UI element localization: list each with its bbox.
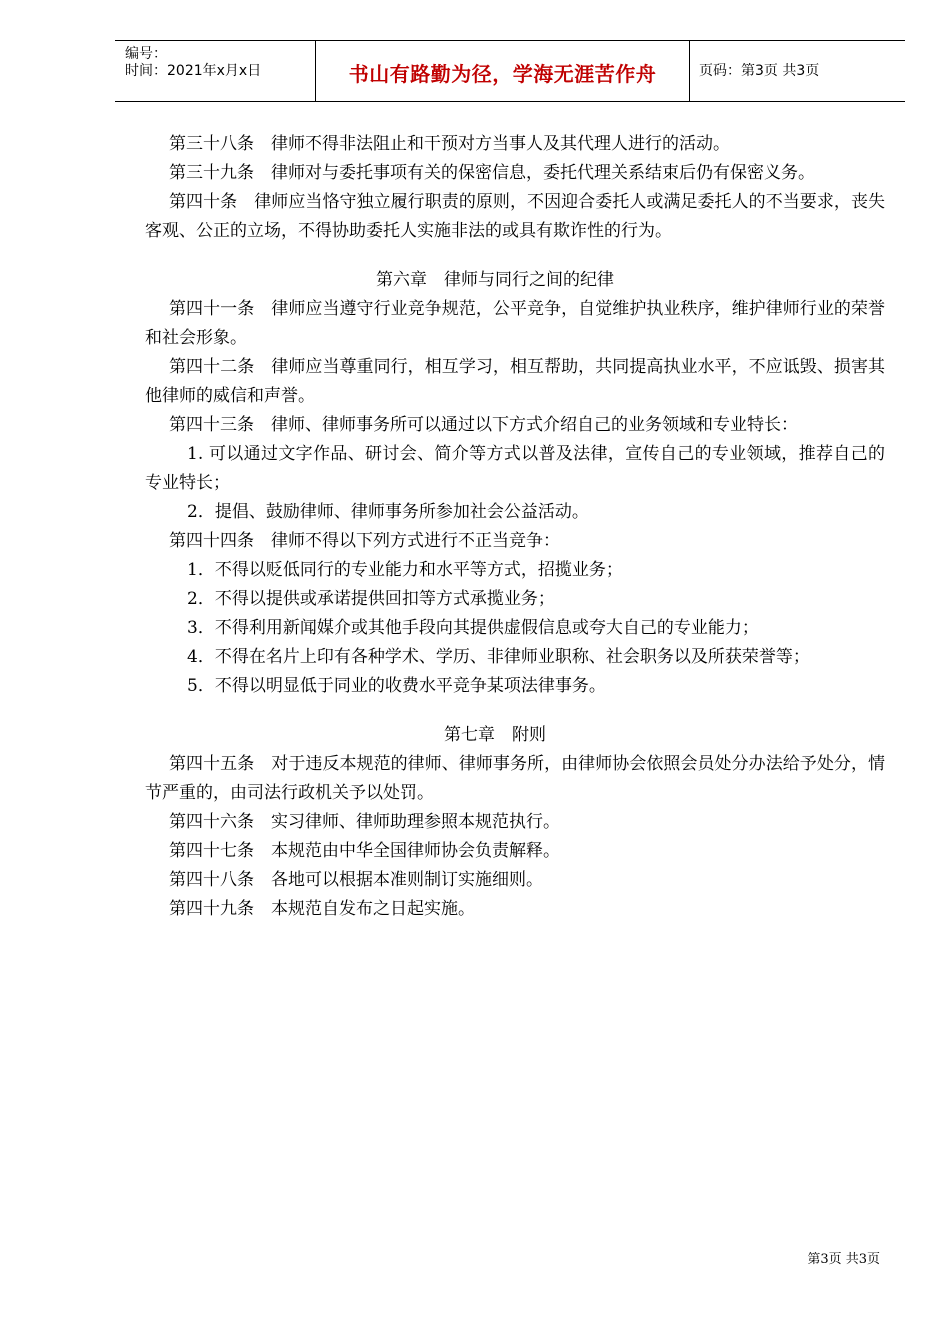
document-body	[145, 130, 885, 924]
article-40: 第四十条 律师应当恪守独立履行职责的原则，不因迎合委托人或满足委托人的不当要求，丧失客观、公正的立场，不得协助委托人实施非法的或具有欺诈性的行为。	[145, 192, 885, 241]
header-motto-cell	[316, 41, 690, 101]
article-44-item-4: 4．不得在名片上印有各种学术、学历、非律师业职称、社会职务以及所获荣誉等；	[187, 647, 810, 667]
article-43: 第四十三条 律师、律师事务所可以通过以下方式介绍自己的业务领域和专业特长：	[169, 415, 798, 435]
header-motto: 书山有路勤为径，学海无涯苦作舟	[348, 62, 657, 86]
article-41: 第四十一条 律师应当遵守行业竞争规范，公平竞争，自觉维护执业秩序，维护律师行业的荣誉和社会形象。	[145, 299, 885, 348]
article-39: 第三十九条 律师对与委托事项有关的保密信息，委托代理关系结束后仍有保密义务。	[169, 163, 815, 183]
article-42: 第四十二条 律师应当尊重同行，相互学习，相互帮助，共同提高执业水平，不应诋毁、损害其他律师的威信和声誉。	[145, 357, 885, 406]
article-38: 第三十八条 律师不得非法阻止和干预对方当事人及其代理人进行的活动。	[169, 134, 730, 154]
header-page-cell	[690, 41, 905, 101]
chapter-6-heading: 第六章 律师与同行之间的纪律	[376, 270, 614, 290]
article-48: 第四十八条 各地可以根据本准则制订实施细则。	[169, 870, 543, 890]
article-49: 第四十九条 本规范自发布之日起实施。	[169, 899, 475, 919]
article-44-item-2: 2．不得以提供或承诺提供回扣等方式承揽业务；	[187, 589, 555, 609]
article-44-item-1: 1．不得以贬低同行的专业能力和水平等方式，招揽业务；	[187, 560, 623, 580]
header-code-label: 编号：	[125, 46, 167, 62]
page-footer-number: 第3页 共3页	[807, 1252, 880, 1267]
header-meta-cell	[115, 41, 316, 101]
page-header	[115, 40, 905, 102]
article-44-item-5: 5．不得以明显低于同业的收费水平竞争某项法律事务。	[187, 676, 606, 696]
article-44-item-3: 3．不得利用新闻媒介或其他手段向其提供虚假信息或夸大自己的专业能力；	[187, 618, 759, 638]
article-46: 第四十六条 实习律师、律师助理参照本规范执行。	[169, 812, 560, 832]
article-44: 第四十四条 律师不得以下列方式进行不正当竞争：	[169, 531, 560, 551]
header-time-label: 时间：2021年x月x日	[125, 63, 262, 79]
article-43-item-1: 1. 可以通过文字作品、研讨会、简介等方式以普及法律，宣传自己的专业领域，推荐自己的专业特长；	[145, 444, 885, 493]
article-45: 第四十五条 对于违反本规范的律师、律师事务所，由律师协会依照会员处分办法给予处分，情节严重的，由司法行政机关予以处罚。	[145, 754, 885, 803]
header-page-label: 页码：第3页 共3页	[699, 63, 820, 79]
chapter-7-heading: 第七章 附则	[444, 725, 546, 745]
article-43-item-2: 2．提倡、鼓励律师、律师事务所参加社会公益活动。	[187, 502, 589, 522]
article-47: 第四十七条 本规范由中华全国律师协会负责解释。	[169, 841, 560, 861]
